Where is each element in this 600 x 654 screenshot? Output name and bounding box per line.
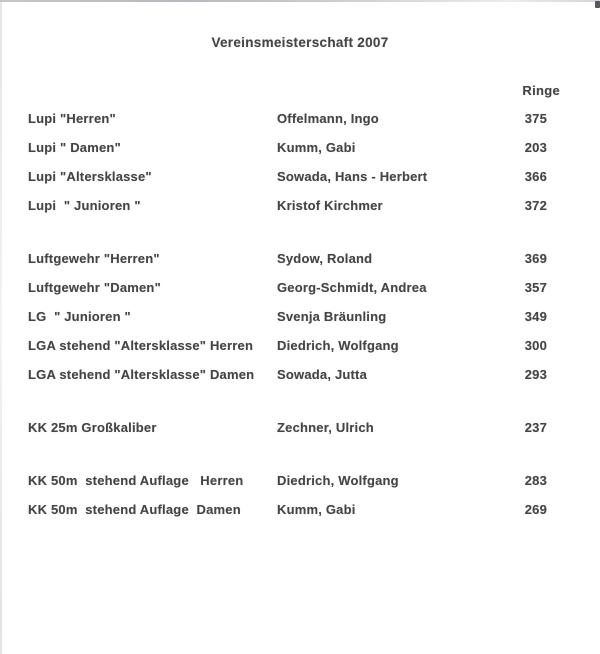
result-row (28, 191, 560, 220)
result-section (28, 466, 560, 524)
result-row (28, 302, 560, 331)
ringe-cell: 203 (524, 140, 547, 155)
winner-cell: Zechner, Ulrich (277, 420, 374, 435)
discipline-cell: Luftgewehr "Damen" (28, 280, 161, 295)
result-row (28, 162, 560, 191)
page-title: Vereinsmeisterschaft 2007 (211, 35, 389, 51)
discipline-cell: LG " Junioren " (28, 309, 131, 324)
result-row (28, 466, 560, 495)
result-row (28, 104, 560, 133)
result-row (28, 244, 560, 273)
ringe-cell: 283 (524, 473, 547, 488)
winner-cell: Kristof Kirchmer (277, 198, 383, 213)
winner-cell: Georg-Schmidt, Andrea (277, 280, 427, 295)
ringe-cell: 237 (524, 420, 547, 435)
result-section (28, 244, 560, 389)
discipline-cell: KK 25m Großkaliber (28, 420, 157, 435)
winner-cell: Sowada, Hans - Herbert (277, 169, 428, 184)
ringe-cell: 372 (524, 198, 547, 213)
ringe-cell: 300 (524, 338, 547, 353)
winner-cell: Diedrich, Wolfgang (277, 473, 399, 488)
winner-cell: Diedrich, Wolfgang (277, 338, 399, 353)
discipline-cell: Lupi "Herren" (28, 111, 116, 126)
score-column-header: Ringe (522, 83, 560, 98)
winner-cell: Sowada, Jutta (277, 367, 368, 382)
discipline-cell: KK 50m stehend Auflage Herren (28, 473, 244, 488)
result-row (28, 495, 560, 524)
result-section (28, 104, 560, 220)
result-row (28, 331, 560, 360)
discipline-cell: Lupi "Altersklasse" (28, 169, 152, 184)
scan-edge-artifact-left (0, 0, 2, 654)
result-row (28, 360, 560, 389)
discipline-cell: Lupi " Junioren " (28, 198, 141, 213)
winner-cell: Svenja Bräunling (277, 309, 387, 324)
ringe-cell: 269 (524, 502, 547, 517)
ringe-cell: 369 (524, 251, 547, 266)
results-list (28, 104, 560, 524)
result-row (28, 133, 560, 162)
discipline-cell: Luftgewehr "Herren" (28, 251, 160, 266)
discipline-cell: LGA stehend "Altersklasse" Damen (28, 367, 255, 382)
winner-cell: Sydow, Roland (277, 251, 373, 266)
result-row (28, 413, 560, 442)
ringe-cell: 357 (524, 280, 547, 295)
discipline-cell: Lupi " Damen" (28, 140, 121, 155)
ringe-cell: 349 (524, 309, 547, 324)
scan-speck-artifact (595, 1, 600, 8)
discipline-cell: KK 50m stehend Auflage Damen (28, 502, 241, 517)
winner-cell: Kumm, Gabi (277, 140, 356, 155)
winner-cell: Kumm, Gabi (277, 502, 356, 517)
discipline-cell: LGA stehend "Altersklasse" Herren (28, 338, 254, 353)
result-row (28, 273, 560, 302)
ringe-cell: 375 (524, 111, 547, 126)
winner-cell: Offelmann, Ingo (277, 111, 379, 126)
ringe-cell: 293 (524, 367, 547, 382)
ringe-cell: 366 (524, 169, 547, 184)
result-section (28, 413, 560, 442)
scan-edge-artifact-top (0, 0, 600, 2)
